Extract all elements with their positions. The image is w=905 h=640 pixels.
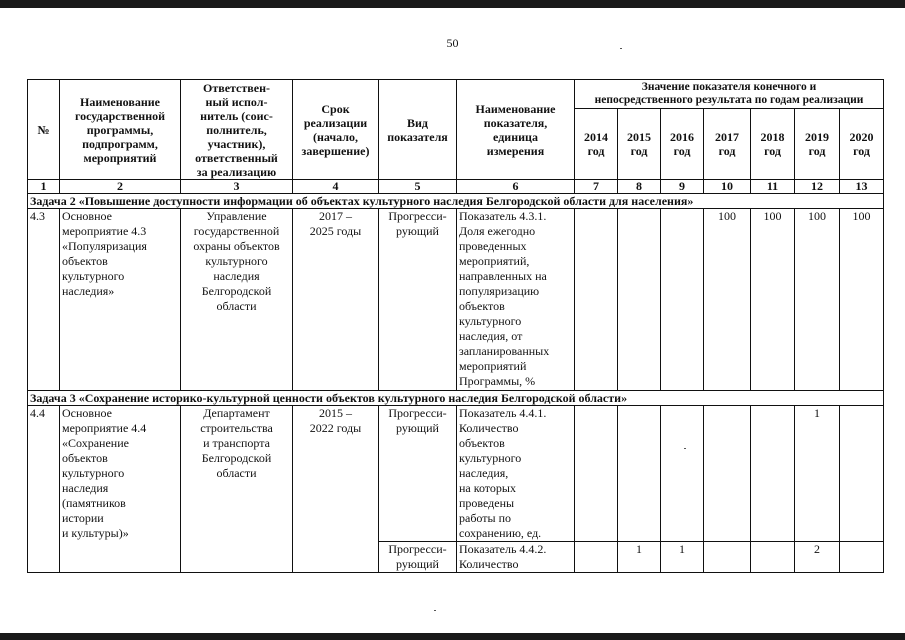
header-year-2020: 2020 год — [840, 109, 884, 180]
row-4-3-value-2018: 100 — [751, 209, 795, 391]
row-4-3-value-2019: 100 — [795, 209, 840, 391]
header-type: Вид показателя — [379, 80, 457, 180]
header-year-2018: 2018 год — [751, 109, 795, 180]
row-4-4-2-indicator: Показатель 4.4.2. Количество — [457, 542, 575, 573]
row-4-4-2-value-2017 — [704, 542, 751, 573]
row-4-3-value-2020: 100 — [840, 209, 884, 391]
header-program: Наименование государственной программы, подпрограмм, мероприятий — [60, 80, 181, 180]
row-4-4-period: 2015 – 2022 годы — [293, 406, 379, 573]
page-number: 50 — [446, 36, 459, 50]
column-number: 9 — [661, 180, 704, 194]
header-year-2017: 2017 год — [704, 109, 751, 180]
row-4-4-2-value-2018 — [751, 542, 795, 573]
row-4-4-1-value-2019: 1 — [795, 406, 840, 542]
scan-speck — [620, 48, 622, 49]
row-4-3-type: Прогресси- рующий — [379, 209, 457, 391]
row-4-4-1-value-2014 — [575, 406, 618, 542]
scan-speck — [434, 610, 436, 611]
row-4-3-responsible: Управление государственной охраны объектов культурного наследия Белгородской области — [181, 209, 293, 391]
column-number: 10 — [704, 180, 751, 194]
row-4-3-value-2016 — [661, 209, 704, 391]
column-number: 6 — [457, 180, 575, 194]
row-4-3-value-2017: 100 — [704, 209, 751, 391]
header-year-2016: 2016 год — [661, 109, 704, 180]
row-4-4-1-value-2018 — [751, 406, 795, 542]
row-4-4-1-indicator: Показатель 4.4.1. Количество объектов культурного наследия, на которых проведены работы по сохранению, ед. — [457, 406, 575, 542]
header-period: Срок реализации (начало, завершение) — [293, 80, 379, 180]
row-4-3-num: 4.3 — [28, 209, 60, 391]
row-4-4-1-value-2015 — [618, 406, 661, 542]
row-4-4-num: 4.4 — [28, 406, 60, 573]
header-year-2015: 2015 год — [618, 109, 661, 180]
row-4-4-2-value-2016: 1 — [661, 542, 704, 573]
column-number: 4 — [293, 180, 379, 194]
header-year-2014: 2014 год — [575, 109, 618, 180]
task-2-heading: Задача 2 «Повышение доступности информации об объектах культурного наследия Белгородской области для населения» — [28, 194, 884, 209]
column-number: 5 — [379, 180, 457, 194]
scan-bottom-edge — [0, 633, 905, 640]
row-4-4-name: Основное мероприятие 4.4 «Сохранение объектов культурного наследия (памятников истории и культуры)» — [60, 406, 181, 573]
column-number: 13 — [840, 180, 884, 194]
row-4-4-2-value-2014 — [575, 542, 618, 573]
row-4-3-name: Основное мероприятие 4.3 «Популяризация объектов культурного наследия» — [60, 209, 181, 391]
task-3-heading: Задача 3 «Сохранение историко-культурной ценности объектов культурного наследия Белгородской области» — [28, 391, 884, 406]
row-4-4-1-value-2017 — [704, 406, 751, 542]
header-year-2019: 2019 год — [795, 109, 840, 180]
row-4-4-2-value-2015: 1 — [618, 542, 661, 573]
row-4-3-value-2015 — [618, 209, 661, 391]
row-4-4-2-value-2019: 2 — [795, 542, 840, 573]
header-values-group: Значение показателя конечного и непосредственного результата по годам реализации — [575, 80, 884, 109]
row-4-3-period: 2017 – 2025 годы — [293, 209, 379, 391]
column-number: 7 — [575, 180, 618, 194]
row-4-4-1-value-2016 — [661, 406, 704, 542]
column-number: 1 — [28, 180, 60, 194]
indicators-table — [27, 79, 884, 573]
column-number: 2 — [60, 180, 181, 194]
scan-top-edge — [0, 0, 905, 8]
row-4-3-indicator: Показатель 4.3.1. Доля ежегодно проведенных мероприятий, направленных на популяризацию объектов культурного наследия, от запланированных мероприятий Программы, % — [457, 209, 575, 391]
row-4-3-value-2014 — [575, 209, 618, 391]
header-indicator: Наименование показателя, единица измерения — [457, 80, 575, 180]
column-number: 8 — [618, 180, 661, 194]
row-4-4-2-type: Прогресси- рующий — [379, 542, 457, 573]
column-number: 12 — [795, 180, 840, 194]
column-number: 11 — [751, 180, 795, 194]
column-number: 3 — [181, 180, 293, 194]
row-4-4-1-value-2020 — [840, 406, 884, 542]
row-4-4-2-value-2020 — [840, 542, 884, 573]
header-responsible: Ответствен- ный испол- нитель (соис- полнитель, участник), ответственный за реализацию — [181, 80, 293, 180]
header-num: № — [28, 80, 60, 180]
row-4-4-responsible: Департамент строительства и транспорта Белгородской области — [181, 406, 293, 573]
row-4-4-1-type: Прогресси- рующий — [379, 406, 457, 542]
